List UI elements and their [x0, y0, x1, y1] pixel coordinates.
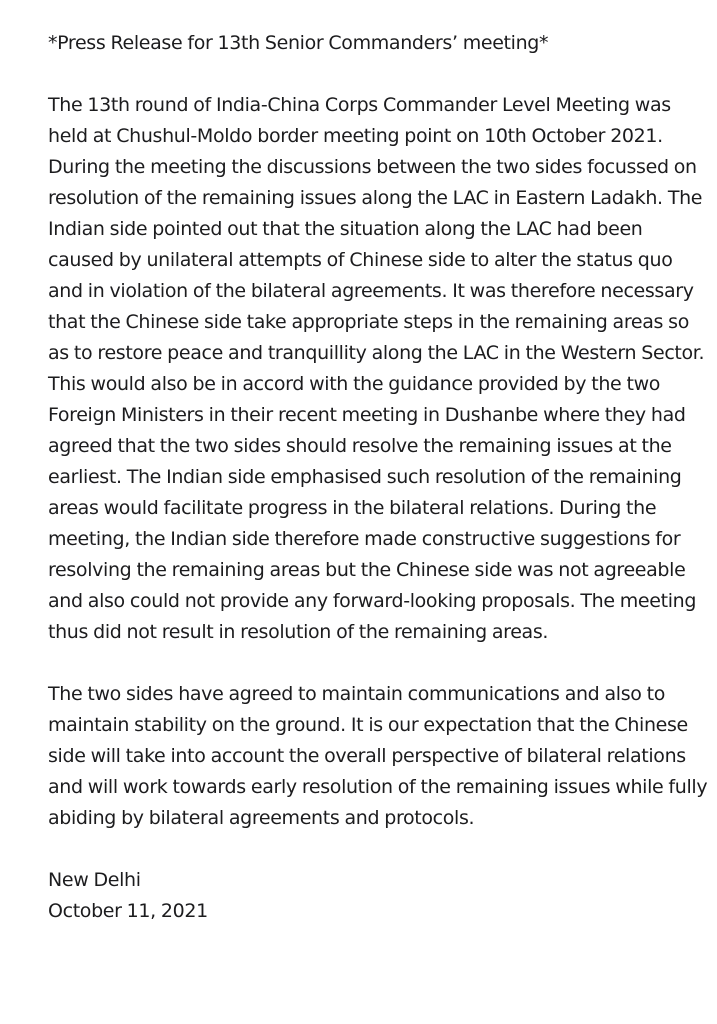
- signoff-date: October 11, 2021: [48, 900, 208, 922]
- signoff-block: [48, 865, 708, 927]
- body-paragraph-2: The two sides have agreed to maintain communications and also to maintain stability on the ground. It is our expectation that the Chinese side will take into account the overall perspective of bilateral relations and will work towards early resolution of the remaining issues while fully abiding by bilateral agreements and protocols.: [48, 683, 708, 829]
- body-paragraph-1: The 13th round of India-China Corps Commander Level Meeting was held at Chushul-Moldo border meeting point on 10th October 2021. During the meeting the discussions between the two sides focussed on resolution of the remaining issues along the LAC in Eastern Ladakh. The Indian side pointed out that the situation along the LAC had been caused by unilateral attempts of Chinese side to alter the status quo and in violation of the bilateral agreements. It was therefore necessary that the Chinese side take appropriate steps in the remaining areas so as to restore peace and tranquillity along the LAC in the Western Sector. This would also be in accord with the guidance provided by the two Foreign Ministers in their recent meeting in Dushanbe where they had agreed that the two sides should resolve the remaining issues at the earliest. The Indian side emphasised such resolution of the remaining areas would facilitate progress in the bilateral relations. During the meeting, the Indian side therefore made constructive suggestions for resolving the remaining areas but the Chinese side was not agreeable and also could not provide any forward-looking proposals. The meeting thus did not result in resolution of the remaining areas.: [48, 94, 705, 643]
- signoff-place: New Delhi: [48, 869, 141, 891]
- press-release-document: [48, 28, 708, 927]
- document-title: *Press Release for 13th Senior Commanders’ meeting*: [48, 32, 549, 54]
